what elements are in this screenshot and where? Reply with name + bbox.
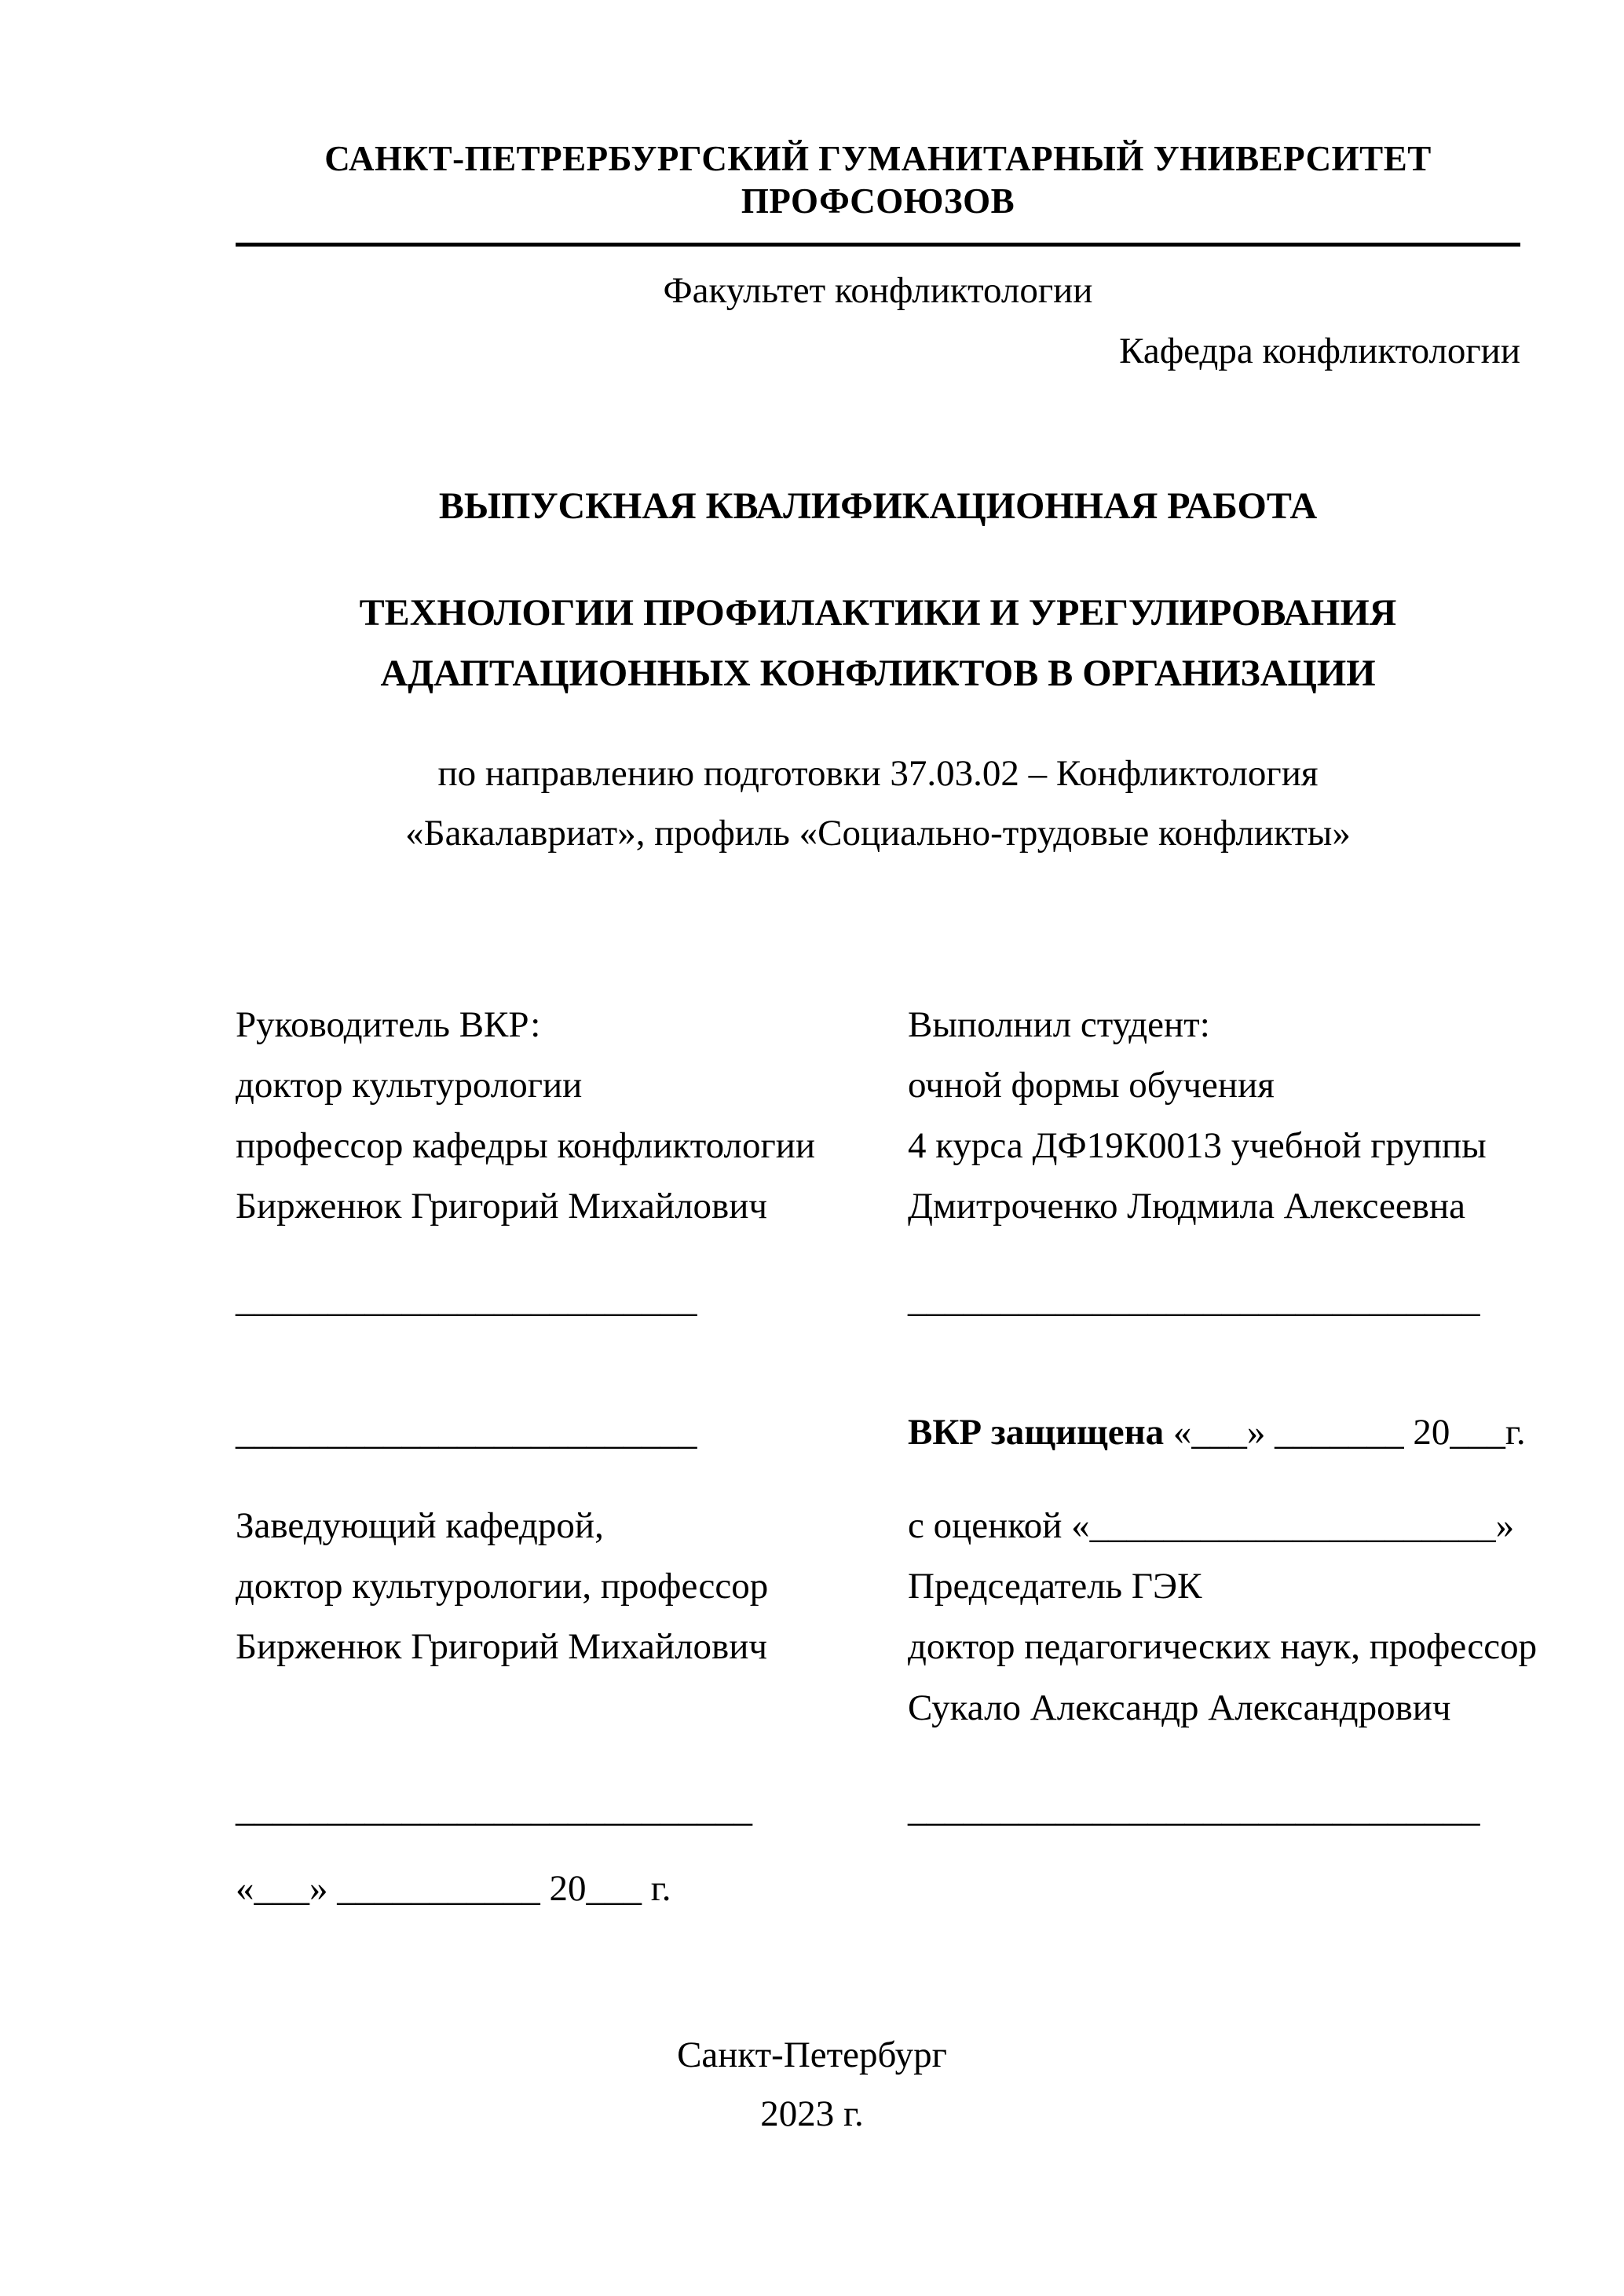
defense-blanks: «___» _______ 20___г. (1164, 1412, 1526, 1453)
program-info (236, 744, 1520, 862)
grade-line: с оценкой «______________________» (908, 1505, 1515, 1547)
officials-blocks-row (236, 1496, 1538, 1738)
student-signature-line: _______________________________ (908, 1279, 1480, 1321)
signature-row-2 (236, 1402, 1526, 1463)
defense-line (908, 1402, 1526, 1463)
supervisor-name-line: Бирженюк Григорий Михайлович (236, 1186, 768, 1227)
program-profile-line: «Бакалавриат», профиль «Социально-трудовые конфликты» (405, 812, 1351, 854)
date-row-spacer (908, 1859, 1520, 1919)
university-name: САНКТ-ПЕТРЕРБУРГСКИЙ ГУМАНИТАРНЫЙ УНИВЕРСИТЕТ ПРОФСОЮЗОВ (324, 139, 1432, 221)
committee-chair-line: Председатель ГЭК (908, 1566, 1202, 1607)
department-head-degree-line: доктор культурологии, профессор (236, 1566, 769, 1607)
footer-year: 2023 г. (760, 2093, 864, 2135)
committee-name-line: Сукало Александр Александрович (908, 1687, 1451, 1728)
supervisor-signature-line-2: _________________________ (236, 1412, 697, 1453)
people-blocks-row (236, 995, 1520, 1237)
department-head-name-line: Бирженюк Григорий Михайлович (236, 1626, 768, 1668)
department-head-block (236, 1496, 908, 1738)
thesis-title-line-1: ТЕХНОЛОГИИ ПРОФИЛАКТИКИ И УРЕГУЛИРОВАНИЯ (359, 591, 1397, 634)
signature-row-3 (236, 1779, 1520, 1840)
student-form-line: очной формы обучения (908, 1064, 1275, 1106)
footer-city: Санкт-Петербург (677, 2035, 947, 2075)
work-type-heading: ВЫПУСКНАЯ КВАЛИФИКАЦИОННАЯ РАБОТА (438, 485, 1318, 528)
thesis-title-line-2: АДАПТАЦИОННЫХ КОНФЛИКТОВ В ОРГАНИЗАЦИИ (380, 652, 1376, 694)
department-line: Кафедра конфликтологии (1119, 331, 1520, 372)
department-head-date-line: «___» ___________ 20___ г. (236, 1867, 671, 1909)
student-role-line: Выполнил студент: (908, 1004, 1210, 1045)
supervisor-degree-line: доктор культурологии (236, 1064, 583, 1106)
date-row (236, 1859, 1520, 1919)
student-name-line: Дмитроченко Людмила Алексеевна (908, 1186, 1465, 1227)
supervisor-block (236, 995, 908, 1237)
thesis-title (236, 583, 1520, 704)
footer (0, 2026, 1624, 2144)
program-direction-line: по направлению подготовки 37.03.02 – Конфликтология (437, 753, 1319, 795)
committee-degree-line: доктор педагогических наук, профессор (908, 1626, 1538, 1668)
defense-label: ВКР защищена (908, 1412, 1165, 1453)
supervisor-role-line: Руководитель ВКР: (236, 1004, 541, 1045)
department-head-signature-line: ____________________________ (236, 1788, 752, 1830)
supervisor-position-line: профессор кафедры конфликтологии (236, 1125, 816, 1166)
committee-signature-line: _______________________________ (908, 1788, 1480, 1830)
signature-row-1 (236, 1270, 1520, 1330)
supervisor-signature-line-1: _________________________ (236, 1279, 697, 1321)
student-group-line: 4 курса ДФ19К0013 учебной группы (908, 1125, 1487, 1166)
student-block (908, 995, 1520, 1237)
faculty-line: Факультет конфликтологии (663, 270, 1093, 311)
committee-block (908, 1496, 1537, 1738)
header-rule (236, 243, 1520, 247)
department-head-role-line: Заведующий кафедрой, (236, 1505, 604, 1547)
